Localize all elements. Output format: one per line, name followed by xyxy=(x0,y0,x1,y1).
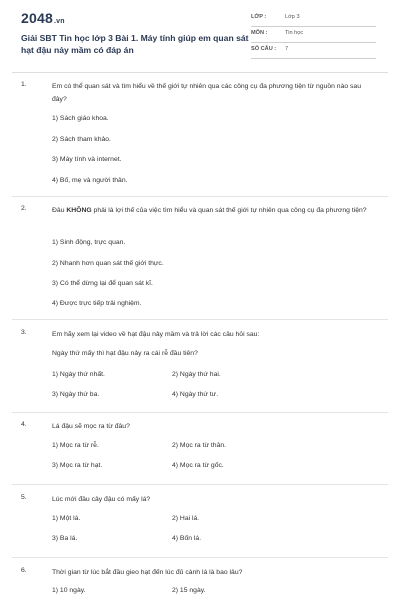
question-text: Lá đậu sẽ mọc ra từ đâu? xyxy=(52,423,130,430)
meta-value: Tin học xyxy=(285,30,304,36)
option-4: 4) Mọc ra từ gốc. xyxy=(172,462,224,469)
question-divider xyxy=(12,196,388,197)
question-number: 6. xyxy=(21,567,27,574)
option-1: 1) 10 ngày. xyxy=(52,587,86,594)
option-1: 1) Ngày thứ nhất. xyxy=(52,371,105,378)
meta-label: MÔN : xyxy=(251,30,268,36)
question-subtext: Ngày thứ mấy thì hạt đậu nảy ra cái rễ đầu tiên? xyxy=(52,350,198,357)
option-1: 1) Mọc ra từ rễ. xyxy=(52,442,99,449)
question-number: 4. xyxy=(21,421,27,428)
question-text: Em có thể quan sát và tìm hiểu về thế giới tự nhiên qua các công cụ đa phương tiện từ nguồn nào sau đây? xyxy=(52,83,361,103)
option-1: 1) Sách giáo khoa. xyxy=(52,115,109,122)
question-divider xyxy=(12,484,388,485)
option-4: 4) Bốn lá. xyxy=(172,535,202,542)
question-number: 3. xyxy=(21,329,27,336)
meta-value: Lớp 3 xyxy=(285,14,300,20)
question-divider xyxy=(12,557,388,558)
meta-subject xyxy=(251,28,376,43)
question-text-prefix: Đâu xyxy=(52,207,67,214)
option-3: 3) Có thể dừng lại để quan sát kĩ. xyxy=(52,280,153,287)
worksheet-header xyxy=(0,0,400,72)
meta-value: 7 xyxy=(285,46,289,52)
logo-tld: .vn xyxy=(53,18,65,25)
meta-label: LỚP : xyxy=(251,14,267,20)
option-1: 1) Một lá. xyxy=(52,515,81,522)
option-3: 3) Mọc ra từ hạt. xyxy=(52,462,103,469)
question-text-suffix: phải là lợi thế của việc tìm hiểu và quan sát thế giới tự nhiên qua công cụ đa phương tiện? xyxy=(91,207,367,214)
page-title: Giải SBT Tin học lớp 3 Bài 1. Máy tính giúp em quan sát hạt đậu nảy mầm có đáp án xyxy=(21,33,249,55)
site-logo[interactable] xyxy=(21,10,65,26)
option-2: 2) 15 ngày. xyxy=(172,587,206,594)
question-number: 1. xyxy=(21,81,27,88)
question-number: 2. xyxy=(21,205,27,212)
option-4: 4) Bố, mẹ và người thân. xyxy=(52,177,128,184)
option-3: 3) Ba lá. xyxy=(52,535,78,542)
question-text: Lúc mới đầu cây đậu có mấy lá? xyxy=(52,496,151,503)
question-number: 5. xyxy=(21,494,27,501)
question-text xyxy=(52,205,374,218)
option-4: 4) Được trực tiếp trải nghiệm. xyxy=(52,300,142,307)
option-2: 2) Mọc ra từ thân. xyxy=(172,442,227,449)
option-1: 1) Sinh động, trực quan. xyxy=(52,239,126,246)
question-divider xyxy=(12,319,388,320)
option-4: 4) Ngày thứ tư. xyxy=(172,391,219,398)
logo-text: 2048 xyxy=(21,10,53,26)
option-2: 2) Hai lá. xyxy=(172,515,200,522)
option-2: 2) Sách tham khảo. xyxy=(52,136,111,143)
question-text-emphasis: KHÔNG xyxy=(66,207,92,214)
option-3: 3) Ngày thứ ba. xyxy=(52,391,100,398)
option-2: 2) Ngày thứ hai. xyxy=(172,371,221,378)
question-text: Em hãy xem lại video về hạt đậu nảy mầm và trả lời các câu hỏi sau: xyxy=(52,331,260,338)
meta-grade xyxy=(251,12,376,27)
option-3: 3) Máy tính và internet. xyxy=(52,156,122,163)
meta-question-count xyxy=(251,44,376,59)
option-2: 2) Nhanh hơn quan sát thế giới thực. xyxy=(52,260,164,267)
meta-label: SỐ CÂU : xyxy=(251,46,277,52)
question-divider xyxy=(12,412,388,413)
header-divider xyxy=(12,72,388,73)
question-text: Thời gian từ lúc bắt đầu gieo hạt đến lúc đủ cành lá là bao lâu? xyxy=(52,569,243,576)
